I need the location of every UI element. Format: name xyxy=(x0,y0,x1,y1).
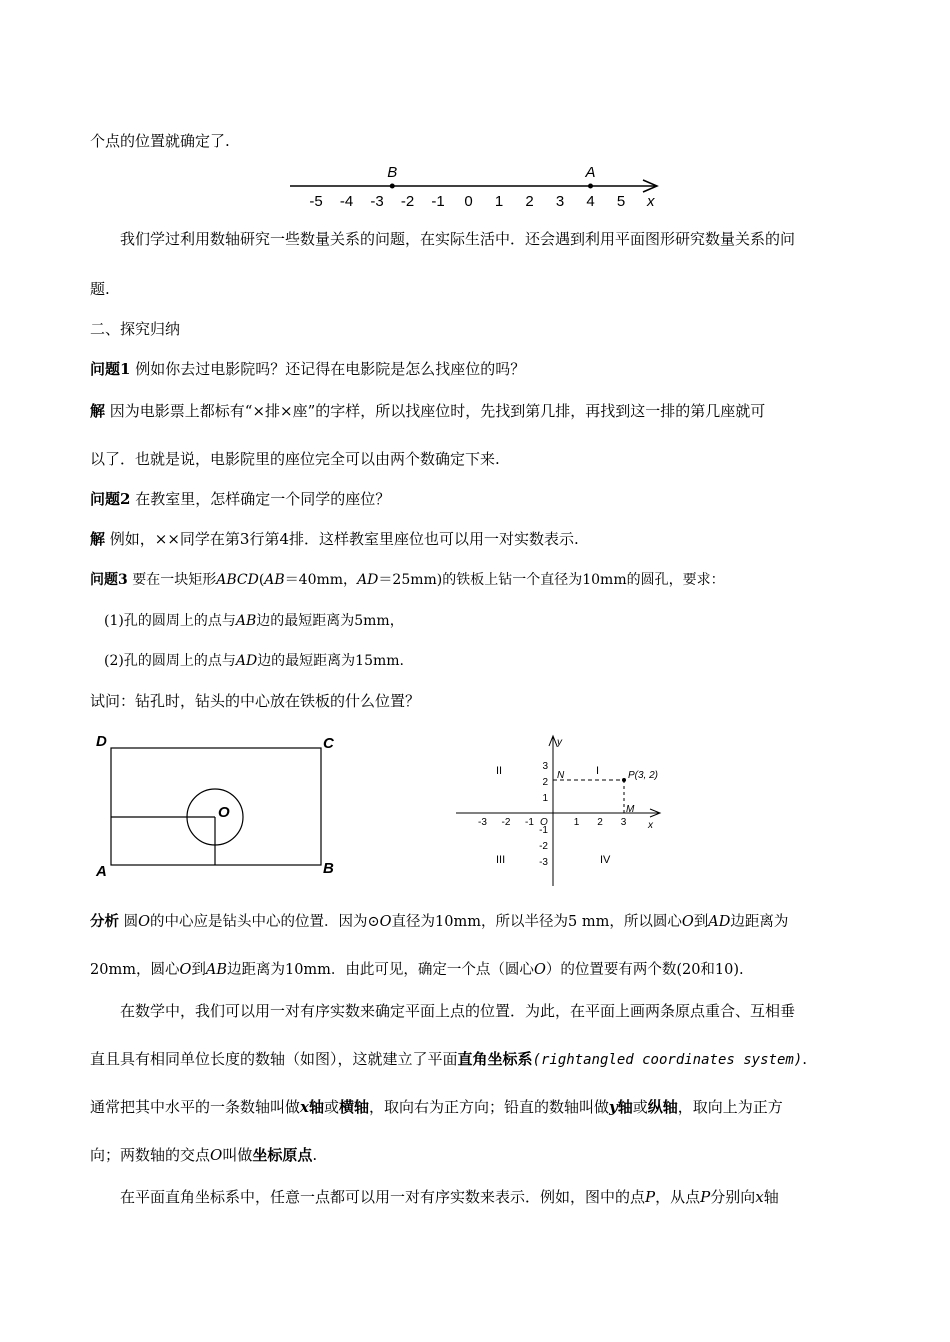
number-line-point-label: A xyxy=(585,164,596,181)
vertex-c-label: C xyxy=(323,735,334,752)
point-p-label: P(3, 2) xyxy=(628,770,659,781)
paragraph-1-line-1: 我们学过利用数轴研究一些数量关系的问题，在实际生活中．还会遇到利用平面图形研究数量关系的问 xyxy=(120,230,796,248)
side-ad: AD xyxy=(357,572,379,588)
question-3-label: 问题3 xyxy=(90,572,128,588)
p2-period: . xyxy=(802,1050,808,1068)
p3-text-b: ，从点 xyxy=(655,1188,701,1206)
term-horizontal-axis: 横轴 xyxy=(339,1098,370,1116)
analysis-text-4: 到 xyxy=(693,914,709,930)
answer-1 xyxy=(90,400,765,421)
answer-2 xyxy=(90,528,579,549)
point-p xyxy=(622,778,626,782)
p3-p-1: P xyxy=(645,1188,656,1206)
number-line-tick-label: 4 xyxy=(586,193,595,210)
answer-1-line-2: 以了．也就是说，电影院里的座位完全可以由两个数确定下来. xyxy=(90,450,500,468)
quadrant-i-label: I xyxy=(596,765,600,777)
question-3 xyxy=(90,569,725,589)
number-line-tick-label: -4 xyxy=(339,193,354,210)
analysis-text-5: 边距离为 xyxy=(730,914,789,930)
question-2 xyxy=(90,488,390,509)
y-tick-label: 2 xyxy=(542,777,548,788)
analysis-text-8: 边距离为10mm．由此可见，确定一个点（圆心 xyxy=(226,962,534,978)
analysis-o-4: O xyxy=(179,962,192,978)
p3-x: x xyxy=(755,1188,764,1206)
number-line-tick-label: 1 xyxy=(494,193,504,210)
analysis-text-3: 直径为10mm，所以半径为5 mm，所以圆心 xyxy=(391,914,682,930)
requirement-1-a: (1)孔的圆周上的点与 xyxy=(104,613,236,629)
term-rect-coord: 直角坐标系 xyxy=(457,1050,533,1068)
y-tick-label: -3 xyxy=(539,857,548,868)
analysis-o-2: O xyxy=(379,914,392,930)
answer-2-label: 解 xyxy=(90,530,106,548)
question-3-ask: 试问：钻孔时，钻头的中心放在铁板的什么位置？ xyxy=(90,692,421,710)
requirement-2 xyxy=(104,650,404,670)
requirement-1-side: AB xyxy=(235,613,257,629)
question-1-text: 例如你去过电影院吗？还记得在电影院是怎么找座位的吗？ xyxy=(135,360,526,378)
quadrant-ii-label: II xyxy=(496,765,503,777)
x-tick-label: -2 xyxy=(501,817,511,828)
analysis-line-1 xyxy=(90,910,788,931)
analysis-text-9: ）的位置要有两个数(20和10). xyxy=(545,962,744,978)
number-line-x-label: x xyxy=(647,193,655,210)
center-o-label: O xyxy=(218,804,230,821)
paragraph-2-line-3 xyxy=(90,1096,783,1117)
analysis-ad: AD xyxy=(708,914,731,930)
number-line-tick-label: 3 xyxy=(555,193,565,210)
p2-text-d: ，取向上为正方 xyxy=(677,1098,783,1116)
rectangle-abcd xyxy=(111,748,321,865)
p2-text-f: 叫做 xyxy=(222,1146,253,1164)
intro-line: 个点的位置就确定了. xyxy=(90,132,230,150)
coordinate-figure xyxy=(450,728,690,888)
analysis-text-2: 的中心应是钻头中心的位置．因为⊙ xyxy=(150,914,380,930)
rectangle-figure xyxy=(90,728,350,888)
section-heading: 二、探究归纳 xyxy=(90,320,181,338)
p3-text-d: 轴 xyxy=(763,1188,779,1206)
analysis-ab: AB xyxy=(205,962,227,978)
p2-text-c: ，取向右为正方向；铅直的数轴叫做 xyxy=(369,1098,610,1116)
answer-1-text: 因为电影票上都标有“×排×座”的字样，所以找座位时，先找到第几排，再找到这一排的第几座就可 xyxy=(109,402,766,420)
number-line-tick-label: -5 xyxy=(309,193,323,210)
p2-or-1: 或 xyxy=(323,1098,339,1116)
p2-or-2: 或 xyxy=(632,1098,648,1116)
paragraph-1-line-2: 题. xyxy=(90,280,110,298)
number-line-tick-label: 5 xyxy=(616,193,626,210)
paragraph-3-line-1 xyxy=(120,1186,779,1207)
analysis-line-2 xyxy=(90,958,744,979)
quadrant-iii-label: III xyxy=(496,854,506,866)
question-3-text-3: ＝25mm)的铁板上钻一个直径为10mm的圆孔，要求： xyxy=(378,572,725,588)
requirement-2-c: 边的最短距离为15mm. xyxy=(257,653,405,669)
number-line-point xyxy=(390,184,395,189)
number-line-tick-label: 2 xyxy=(525,193,534,210)
term-origin: 坐标原点 xyxy=(252,1146,313,1164)
question-3-text-1: 要在一块矩形 xyxy=(132,572,217,588)
term-vertical-axis: 纵轴 xyxy=(647,1098,678,1116)
x-tick-label: 2 xyxy=(597,817,603,828)
rect-name: ABCD xyxy=(216,572,259,588)
y-tick-label: -2 xyxy=(539,841,548,852)
p2-text-a: 直且具有相同单位长度的数轴（如图），这就建立了平面 xyxy=(90,1050,458,1068)
point-m-label: M xyxy=(626,804,635,815)
answer-2-text: 例如，××同学在第3行第4排．这样教室里座位也可以用一对实数表示. xyxy=(109,530,579,548)
p3-text-c: 分别向 xyxy=(710,1188,756,1206)
point-n-label: N xyxy=(557,770,565,781)
p2-text-e: 向；两数轴的交点 xyxy=(90,1146,211,1164)
analysis-o-1: O xyxy=(138,914,150,930)
p2-o: O xyxy=(210,1146,223,1164)
x-tick-label: -3 xyxy=(478,817,487,828)
term-english: (rightangled coordinates system) xyxy=(532,1052,803,1068)
number-line-point xyxy=(588,184,593,189)
p3-text-a: 在平面直角坐标系中，任意一点都可以用一对有序实数来表示．例如，图中的点 xyxy=(120,1188,646,1206)
number-line-tick-label: -3 xyxy=(370,193,384,210)
question-3-text-2: ＝40mm， xyxy=(284,572,358,588)
question-1-label: 问题1 xyxy=(90,360,131,378)
requirement-2-a: (2)孔的圆周上的点与 xyxy=(104,653,236,669)
question-3-paren: ( xyxy=(258,572,265,588)
p2-period-2: . xyxy=(312,1146,318,1164)
paragraph-2-line-2 xyxy=(90,1048,807,1069)
side-ab: AB xyxy=(264,572,285,588)
coord-origin-label: O xyxy=(540,817,548,828)
number-line-point-label: B xyxy=(387,164,398,181)
x-tick-label: 1 xyxy=(573,817,580,828)
requirement-2-side: AD xyxy=(235,653,258,669)
answer-1-label: 解 xyxy=(90,402,106,420)
number-line-figure xyxy=(285,162,665,212)
number-line-tick-label: -1 xyxy=(431,193,445,210)
vertex-d-label: D xyxy=(96,733,107,750)
term-y: y xyxy=(609,1098,618,1116)
coord-y-label: y xyxy=(557,737,562,748)
analysis-text-6: 20mm，圆心 xyxy=(90,962,180,978)
quadrant-iv-label: IV xyxy=(600,854,611,866)
vertex-a-label: A xyxy=(96,863,107,880)
term-x: x xyxy=(300,1098,309,1116)
analysis-text-1: 圆 xyxy=(123,914,139,930)
analysis-label: 分析 xyxy=(90,913,119,930)
number-line-tick-label: 0 xyxy=(464,193,473,210)
paragraph-2-line-4 xyxy=(90,1144,317,1165)
paragraph-2-line-1: 在数学中，我们可以用一对有序实数来确定平面上点的位置．为此，在平面上画两条原点重合、互相垂 xyxy=(120,1002,796,1020)
term-x-axis: 轴 xyxy=(308,1098,324,1116)
requirement-1 xyxy=(104,610,404,630)
x-tick-label: 3 xyxy=(620,817,627,828)
analysis-o-5: O xyxy=(533,962,546,978)
y-tick-label: -1 xyxy=(539,825,548,836)
analysis-text-7: 到 xyxy=(191,962,206,978)
x-tick-label: -1 xyxy=(525,817,534,828)
y-tick-label: 3 xyxy=(542,761,548,772)
term-y-axis: 轴 xyxy=(617,1098,633,1116)
vertex-b-label: B xyxy=(323,860,334,877)
y-tick-label: 1 xyxy=(542,793,548,804)
p2-text-b: 通常把其中水平的一条数轴叫做 xyxy=(90,1098,301,1116)
coord-x-label: x xyxy=(648,820,653,831)
requirement-1-c: 边的最短距离为5mm， xyxy=(256,613,404,629)
question-1 xyxy=(90,358,525,379)
question-2-text: 在教室里，怎样确定一个同学的座位？ xyxy=(135,490,391,508)
question-2-label: 问题2 xyxy=(90,490,131,508)
number-line-tick-label: -2 xyxy=(400,193,415,210)
analysis-o-3: O xyxy=(681,914,694,930)
p3-p-2: P xyxy=(700,1188,711,1206)
